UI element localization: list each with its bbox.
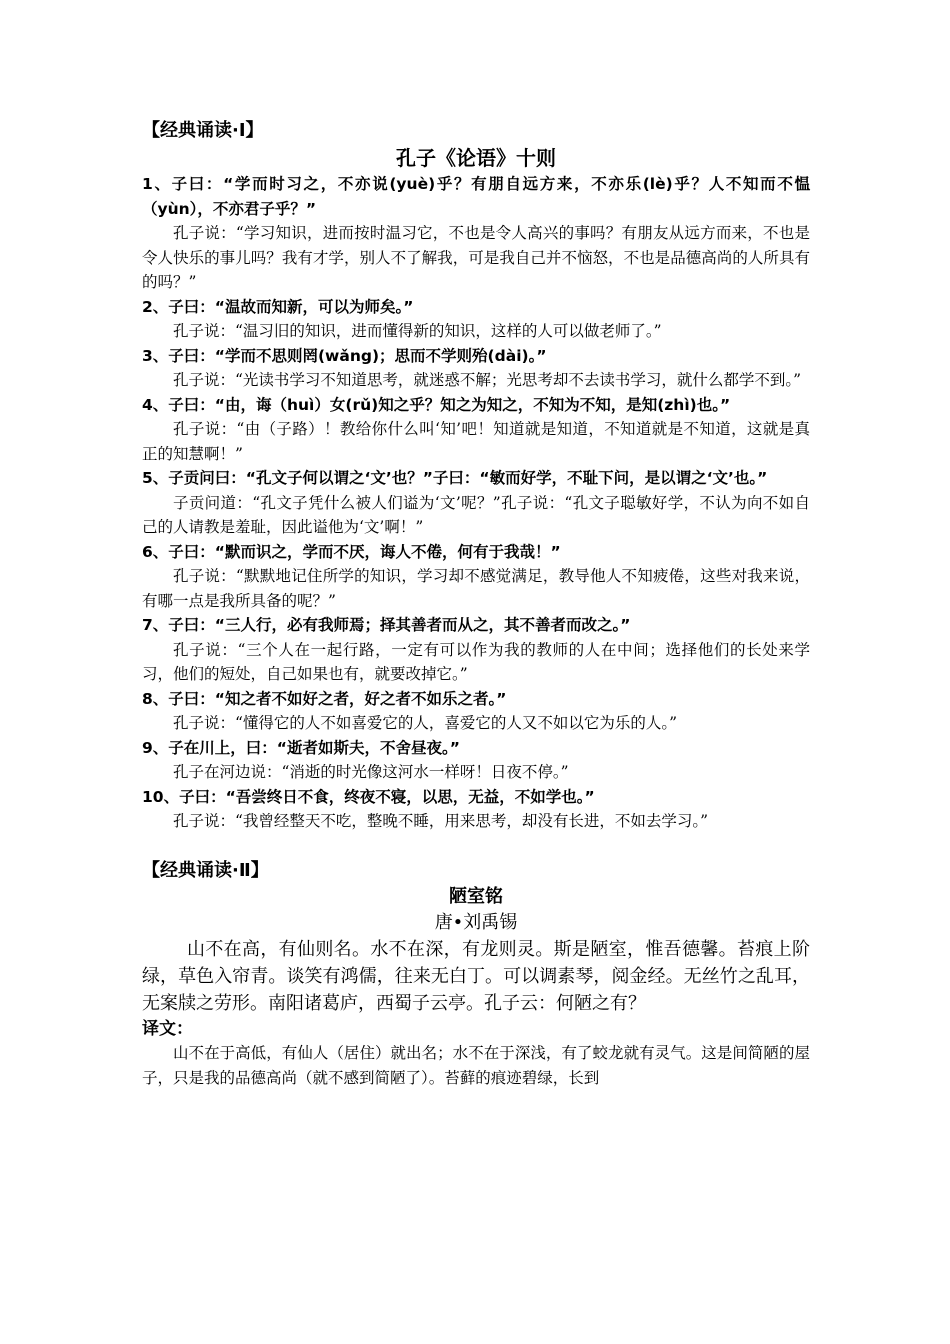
quote-text: 2、子曰：“温故而知新，可以为师矣。” [142, 297, 414, 316]
quote-text: 8、子曰：“知之者不如好之者，好之者不如乐之者。” [142, 689, 507, 708]
analects-list [142, 172, 810, 834]
translation-text: 孔子说：“三个人在一起行路，一定有可以作为我的教师的人在中间；选择他们的长处来学习，他们的短处，自己如果也有，就要改掉它。” [142, 640, 810, 683]
translation-text: 孔子在河边说：“消逝的时光像这河水一样呀！日夜不停。” [173, 763, 569, 781]
list-item [142, 613, 810, 687]
section-header: 【经典诵读·Ⅱ】 [142, 859, 269, 881]
translation-text: 子贡问道：“孔文子凭什么被人们谥为‘文’呢？”孔子说：“孔文子聪敏好学，不认为向不如自己的人请教是羞耻，因此谥他为‘文’啊！” [142, 493, 810, 536]
list-item [142, 540, 810, 614]
poem-text: 山不在高，有仙则名。水不在深，有龙则灵。斯是陋室，惟吾德馨。苔痕上阶绿，草色入帘青。谈笑有鸿儒，往来无白丁。可以调素琴，阅金经。无丝竹之乱耳，无案牍之劳形。南阳诸葛庐，西蜀子云亭。孔子云：何陋之有？ [142, 938, 810, 1014]
list-item [142, 295, 810, 344]
translation-text: 孔子说：“我曾经整天不吃，整晚不睡，用来思考，却没有长进，不如去学习。” [173, 812, 709, 830]
list-item [142, 172, 810, 295]
translation-text: 孔子说：“懂得它的人不如喜爱它的人，喜爱它的人又不如以它为乐的人。” [173, 714, 678, 732]
quote-text: 4、子曰：“由，诲（huì）女(rǔ)知之乎？知之为知之，不知为不知，是知(zhì)也。” [142, 395, 731, 414]
poem-translation: 山不在于高低，有仙人（居住）就出名；水不在于深浅，有了蛟龙就有灵气。这是间简陋的屋子，只是我的品德高尚（就不感到简陋了）。苔藓的痕迹碧绿，长到 [142, 1043, 810, 1087]
quote-text: 6、子曰：“默而识之，学而不厌，诲人不倦，何有于我哉！” [142, 542, 561, 561]
list-item [142, 393, 810, 467]
document-page [142, 118, 810, 1091]
list-item [142, 344, 810, 393]
poem-author: 唐•刘禹锡 [434, 911, 518, 933]
translation-text: 孔子说：“光读书学习不知道思考，就迷惑不解；光思考却不去读书学习，就什么都学不到。” [173, 371, 802, 389]
quote-text: 10、子曰：“吾尝终日不食，终夜不寝，以思，无益，不如学也。” [142, 787, 595, 806]
section-spacer [142, 834, 810, 858]
quote-text: 9、子在川上，曰：“逝者如斯夫，不舍昼夜。” [142, 738, 460, 757]
poem-title: 陋室铭 [449, 885, 503, 907]
list-item [142, 687, 810, 736]
quote-text: 3、子曰：“学而不思则罔(wǎng)；思而不学则殆(dài)。” [142, 346, 547, 365]
quote-text: 1、子曰：“学而时习之，不亦说(yuè)乎？有朋自远方来，不亦乐(lè)乎？人不知而不愠（yùn），不亦君子乎？” [142, 175, 810, 218]
translation-text: 孔子说：“学习知识，进而按时温习它，不也是令人高兴的事吗？有朋友从远方而来，不也是令人快乐的事儿吗？我有才学，别人不了解我，可是我自己并不恼怒，不也是品德高尚的人所具有的吗？” [142, 224, 810, 291]
translation-text: 孔子说：“默默地记住所学的知识，学习却不感觉满足，教导他人不知疲倦，这些对我来说，有哪一点是我所具备的呢？” [142, 567, 810, 610]
list-item [142, 466, 810, 540]
translation-text: 孔子说：“温习旧的知识，进而懂得新的知识，这样的人可以做老师了。” [173, 322, 662, 340]
translation-label: 译文： [142, 1018, 193, 1039]
section-title: 孔子《论语》十则 [396, 146, 556, 170]
section-header: 【经典诵读·Ⅰ】 [142, 120, 264, 141]
translation-text: 孔子说：“由（子路）！教给你什么叫‘知’吧！知道就是知道，不知道就是不知道，这就是真正的知慧啊！” [142, 420, 810, 463]
list-item [142, 785, 810, 834]
list-item [142, 736, 810, 785]
quote-text: 7、子曰：“三人行，必有我师焉；择其善者而从之，其不善者而改之。” [142, 616, 631, 634]
quote-text: 5、子贡问曰：“孔文子何以谓之‘文’也？”子曰：“敏而好学，不耻下问，是以谓之‘文’也。” [142, 469, 768, 487]
